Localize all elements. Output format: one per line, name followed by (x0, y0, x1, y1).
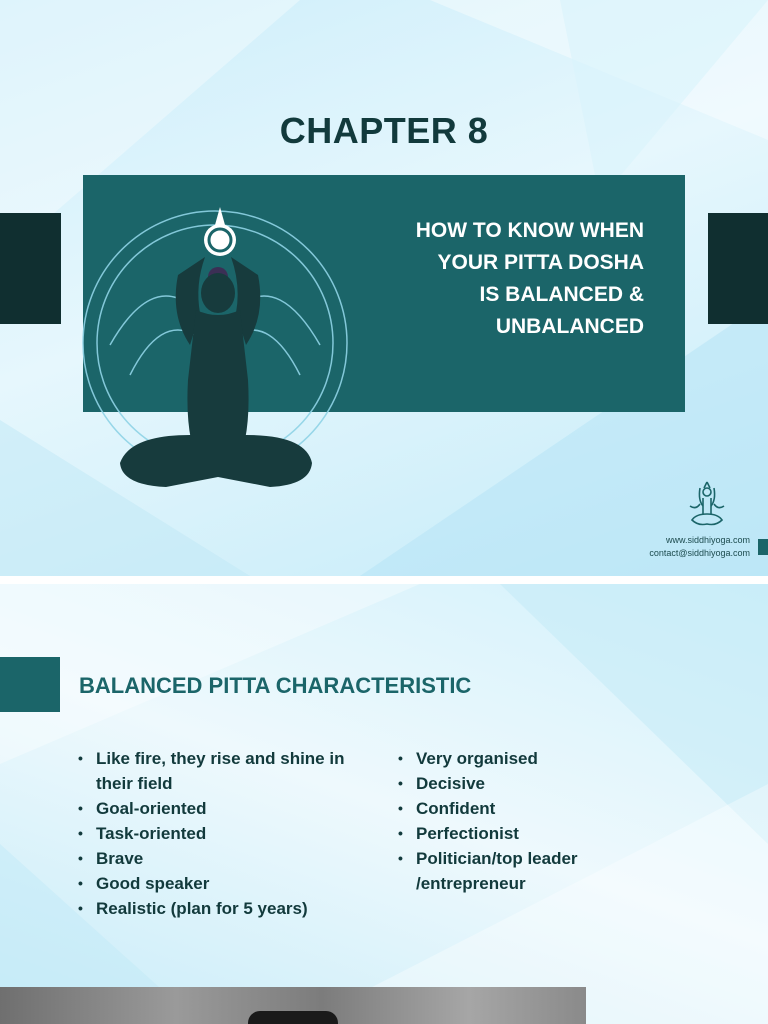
list-item: • Perfectionist (398, 821, 638, 846)
yoga-logo-icon (686, 480, 728, 530)
slide-balanced-pitta (0, 584, 768, 1024)
meditation-figure-icon (70, 195, 360, 495)
chapter-heading (324, 215, 644, 343)
list-item: • Brave (78, 846, 378, 871)
list-item: • Like fire, they rise and shine in their field (78, 746, 378, 796)
list-item: • Task-oriented (78, 821, 378, 846)
corner-accent (758, 539, 768, 555)
list-item: • Decisive (398, 771, 638, 796)
heading-line: YOUR PITTA DOSHA (437, 251, 644, 274)
heading-line: IS BALANCED & (479, 283, 644, 306)
list-item: • Good speaker (78, 871, 378, 896)
list-item: • Realistic (plan for 5 years) (78, 896, 378, 921)
characteristics-list-left (78, 746, 378, 921)
section-heading: BALANCED PITTA CHARACTERISTIC (79, 673, 472, 698)
characteristics-list-right (398, 746, 638, 896)
chapter-title: CHAPTER 8 (279, 110, 489, 151)
left-accent-tab (0, 213, 61, 324)
list-item: • Goal-oriented (78, 796, 378, 821)
list-item: • Confident (398, 796, 638, 821)
heading-line: UNBALANCED (495, 315, 644, 338)
list-item: • Very organised (398, 746, 638, 771)
yoga-photo-figure (248, 1011, 338, 1024)
email-text: contact@siddhiyoga.com (649, 548, 750, 558)
section-accent-tab (0, 657, 60, 712)
list-item: • Politician/top leader /entrepreneur (398, 846, 638, 896)
right-accent-tab (708, 213, 768, 324)
heading-line: HOW TO KNOW WHEN (415, 219, 644, 242)
website-text: www.siddhiyoga.com (665, 535, 750, 545)
